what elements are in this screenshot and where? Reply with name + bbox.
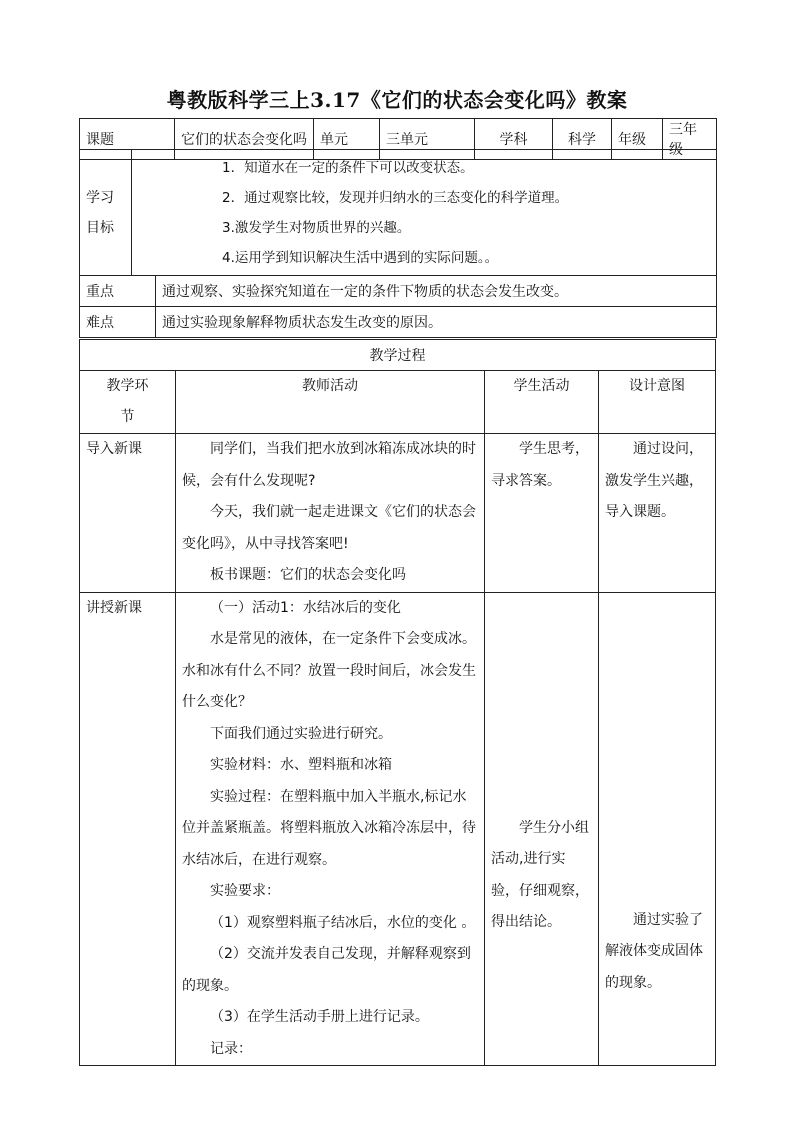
goal-item: 2．通过观察比较，发现并归纳水的三态变化的科学道理。 xyxy=(222,189,569,206)
intro-teacher xyxy=(176,434,485,593)
subject-label: 学科 xyxy=(475,119,553,160)
subject-value: 科学 xyxy=(553,119,612,160)
intro-design xyxy=(599,434,716,593)
col-student-header: 学生活动 xyxy=(485,371,599,434)
intro-teacher-para: 同学们，当我们把水放到冰箱冻成冰块的时候，会有什么发现呢? xyxy=(182,441,476,489)
lecture-teacher xyxy=(176,592,485,1066)
process-heading: 教学过程 xyxy=(80,340,716,371)
lecture-teacher-para: 记录： xyxy=(210,1040,252,1057)
intro-student xyxy=(485,434,599,593)
grade-value: 三年级 xyxy=(663,119,717,160)
lecture-student xyxy=(485,592,599,1066)
lecture-teacher-para: 实验材料：水、塑料瓶和冰箱 xyxy=(210,757,392,773)
intro-design-text: 通过设问，激发学生兴趣，导入课题。 xyxy=(605,441,703,520)
lecture-teacher-para: （3）在学生活动手册上进行记录。 xyxy=(210,1009,429,1025)
goal-item: 1．知道水在一定的条件下可以改变状态。 xyxy=(222,159,474,176)
topic-label: 课题 xyxy=(80,119,175,160)
lecture-teacher-para: （1）观察塑料瓶子结冰后，水位的变化 。 xyxy=(210,914,476,931)
unit-value: 三单元 xyxy=(380,119,475,160)
goals-table xyxy=(79,149,717,276)
difficulty-label: 难点 xyxy=(80,307,156,338)
lecture-teacher-para: （一）活动1：水结冰后的变化 xyxy=(210,599,401,616)
goal-item: 3.激发学生对物质世界的兴趣。 xyxy=(222,219,411,236)
intro-student-text: 学生思考，寻求答案。 xyxy=(491,441,589,489)
intro-teacher-para: 今天，我们就一起走进课文《它们的状态会变化吗》，从中寻找答案吧! xyxy=(182,504,476,552)
intro-stage: 导入新课 xyxy=(80,434,176,593)
lecture-stage: 讲授新课 xyxy=(80,592,176,1066)
goals-label-line2: 目标 xyxy=(86,219,114,236)
key-point-label: 重点 xyxy=(80,276,156,307)
goals-label xyxy=(80,150,132,276)
unit-label: 单元 xyxy=(314,119,380,160)
topic-value: 它们的状态会变化吗 xyxy=(175,119,314,160)
key-point-text: 通过观察、实验探究知道在一定的条件下物质的状态会发生改变。 xyxy=(156,276,717,307)
lecture-design-text: 通过实验了解液体变成固体的现象。 xyxy=(605,911,703,991)
lecture-teacher-para: 实验要求： xyxy=(210,883,280,899)
col-stage-line1: 教学环 xyxy=(106,378,149,394)
goals-label-line1: 学习 xyxy=(86,189,114,206)
lecture-teacher-para: 下面我们通过实验进行研究。 xyxy=(210,725,392,742)
goals-list xyxy=(132,150,717,276)
difficulty-text: 通过实验现象解释物质状态发生改变的原因。 xyxy=(156,307,717,338)
intro-teacher-para: 板书课题：它们的状态会变化吗 xyxy=(210,567,406,583)
lecture-teacher-para: 实验过程：在塑料瓶中加入半瓶水,标记水位并盖紧瓶盖。将塑料瓶放入冰箱冷冻层中，待水结冰后，在进行观察。 xyxy=(182,788,476,868)
grade-label: 年级 xyxy=(612,119,663,160)
points-table xyxy=(79,275,717,338)
lecture-teacher-para: 水是常见的液体，在一定条件下会变成冰。水和冰有什么不同？放置一段时间后，冰会发生什么变化？ xyxy=(182,631,476,710)
lecture-design xyxy=(599,592,716,1066)
document-title: 粤教版科学三上3.17《它们的状态会变化吗》教案 xyxy=(166,88,628,112)
col-design-header: 设计意图 xyxy=(599,371,716,434)
col-stage-header xyxy=(80,371,176,434)
col-teacher-header: 教师活动 xyxy=(176,371,485,434)
col-stage-line2: 节 xyxy=(120,409,135,425)
goal-item: 4.运用学到知识解决生活中遇到的实际问题。。 xyxy=(222,249,499,266)
lecture-teacher-para: （2）交流并发表自己发现，并解释观察到的现象。 xyxy=(182,946,471,994)
process-table xyxy=(79,339,716,1066)
lecture-student-text: 学生分小组活动,进行实验，仔细观察，得出结论。 xyxy=(491,819,589,930)
